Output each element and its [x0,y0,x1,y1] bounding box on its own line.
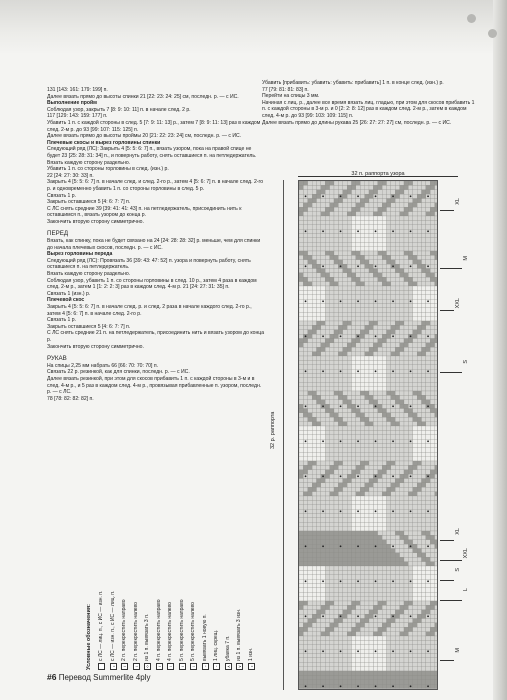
left-text-column [47,87,265,402]
page-top-shadow [0,0,507,55]
paragraph: Убавить [прибавить: убавить: убавить: прибавить] 1 п. в конце след. (изн.) р. [262,80,444,86]
size-label: XXL [455,298,461,309]
legend-item [167,530,176,670]
paragraph: Соблюдая узор, закрыть 7 [8: 9: 10: 11] п. в начале след. 2 р. [47,106,191,113]
legend-label: 2 п. перекрестить направо [121,599,127,661]
legend-title: Условные обозначения: [86,604,92,670]
paragraph: Далее вязать резинкой, при этом для скосов прибавить 1 п. с каждой стороны в 3-м и в след. 4-м р., и 5 раз в каждом след. 4-м р., провязывая прибавленные п. узором, последн. р. — с ЛС. [47,375,262,396]
legend-symbol-icon [98,663,105,670]
legend-label: 4 п. перекрестить налево [167,602,173,661]
section-heading: РУКАВ [47,355,67,363]
legend-item [225,530,234,670]
legend-item [121,530,130,670]
legend-label: из 1 п. вывязать 3 изн. [236,608,242,661]
size-line [440,560,462,561]
size-label: XL [455,198,461,205]
size-label: L [463,588,469,592]
page-number: #6 [47,672,57,682]
subheading: Вырез горловины переда [47,251,113,258]
paragraph: Убавить 1 п. с каждой стороны в след. 5 [7: 9: 11: 13] р., затем 7 [8: 9: 11: 13] раз в каждом след. 2-м р. до 93 [99: 107: 115: 125] п. [47,119,261,133]
legend-item [110,530,119,670]
right-text-column [262,80,477,126]
knitting-chart [298,180,438,690]
paragraph: Далее вязать прямо до длины рукава 25 [26: 27: 27: 27] см, последн. р. — с ИС. [262,119,452,126]
legend-item [133,530,142,670]
size-line [440,660,454,661]
size-line [440,210,454,211]
legend-symbol-icon: / [179,663,186,670]
legend-label: 1 изн. [247,647,254,661]
legend-label: 5 п. перекрестить направо [178,599,185,661]
legend-symbol-icon: / [121,663,128,670]
paragraph: Убавить 1 п. со стороны горловины в след. (изн.) р. [47,166,169,173]
paragraph: Следующий ряд (ЛС): Закрыть 4 [5: 5: 6: 7] п., вязать узором, пока на правой спице не будет 23 [25: 28: 31: 34] п., и повернуть работу, снять оставшиеся п. на петледержатель. [47,146,257,159]
legend-label: вывязать 1 новую п. [201,614,208,661]
legend-symbol-icon: \ [133,663,140,670]
legend-item [213,530,222,670]
legend-label: из 1 п. вывязать 3 п. [144,613,150,661]
legend-item [236,530,245,670]
legend-item [156,530,165,670]
legend-label: 4 п. перекрестить направо [155,599,162,661]
legend-symbol-icon: ◦ [214,664,219,669]
legend-symbol-icon: \ [167,663,174,670]
legend-symbol-icon: \ [190,663,197,670]
paragraph: Закрыть 4 [5: 5: 6: 7] п. в начале след. и след. 2-го р., затем 4 [5: 6: 7] п. в начале след. 2-го р. и одновременно убавить 1 п. со стороны горловины в след. 5 р. [47,179,264,192]
paragraph: Связать 1 (изн.) р. [47,290,91,297]
binder-hole [488,29,497,38]
chart-repeat-width-label: 32 п. раппорта узора [351,171,405,177]
paragraph: 77 [79: 81: 81: 83] п. [262,86,309,93]
size-line [440,310,454,311]
paragraph: Закончить вторую сторону симметрично. [47,218,144,225]
paragraph: Соблюдая узор, убавить 1 п. со стороны горловины в след. 10 р., затем 4 раза в каждом след. 2-м р., затем 1 [1: 2: 2: 3] раз в каждом след. 4-м р. 21 [24: 27: 31: 35] п. [47,277,257,291]
paragraph: Связать 22 р. резинкой, как для спинки, последн. р. — с ИС. [47,369,190,376]
legend-item [190,530,199,670]
legend-symbol-icon: ∧ [225,663,232,670]
size-line [440,600,462,601]
subheading: Выполнение пройм [47,100,97,107]
size-label: S [455,568,461,572]
legend-item [179,530,188,670]
paragraph: Закрыть оставшиеся 5 [4: 6: 7: 7] п. [47,199,131,206]
legend-label: убавка 7 п. [224,635,231,661]
legend-item [144,530,153,670]
legend-symbol-icon: / [156,663,163,670]
binder-spine [493,0,507,700]
legend-symbol-icon: • [248,663,255,670]
size-line [440,580,454,581]
size-label: M [455,648,461,653]
legend-label: 2 п. перекрестить налево [132,602,139,661]
size-line [440,268,462,269]
paragraph: Далее вязать прямо до высоты спинки 21 [22: 23: 24: 25] см, последн. р. — с ИС. [47,93,239,100]
paragraph: 22 [24: 27: 30: 33] п. [47,172,94,179]
paragraph: Вязать, как спинку, пока не будет связано на 24 [24: 28: 28: 32] р. меньше, чем для спинки до начала плечевых скосов, последн. р. — с ИС. [47,238,261,251]
paragraph: Закрыть 4 [5: 5: 6: 7] п. в начале след. р. и след. 2 раза в начале каждого след. 2-го р., затем 4 [5: 6: 7] п. в начале след. 2-го р. [47,304,252,317]
subheading: Плечевой скос [47,297,85,304]
legend-symbol-icon: ∨ [236,663,243,670]
paragraph: На спицы 2,25 мм набрать 66 [66: 70: 70: 70] п. [47,362,158,369]
chart-repeat-height-line [283,180,284,690]
paragraph: Следующий ряд (ЛС): Провязать 36 [39: 43: 47: 52] п. узора и повернуть работу, снять оставшиеся п. на петледержатель. [47,257,251,271]
size-label: S [463,360,469,364]
legend-symbol-icon: ▫ [202,664,208,669]
paragraph: Связать 1 р. [47,317,77,324]
knitting-chart-grid [299,181,438,690]
legend-item [248,530,257,670]
paragraph: Перейти на спицы 3 мм. [262,93,320,100]
size-label: XXL [463,548,469,559]
section-heading: ПЕРЕД [47,230,69,238]
size-label: M [463,256,469,261]
legend-label: 1 лиц. скрещ. [213,629,219,661]
paragraph: Закончить вторую сторону симметрично. [47,343,144,350]
size-label: XL [455,528,461,535]
legend-item [202,530,211,670]
legend-label: с ЛС — лиц. п., с ИС — изн. п. [98,590,104,661]
legend-symbol-icon: • [110,663,117,670]
paragraph: 78 [78: 82: 82: 82] п. [47,395,94,402]
subheading: Плечевые скосы и вырез горловины спинки [47,139,161,146]
paragraph: С ЛС снять средние 21 п. на петледержатель, присоединить нить и вязать узором до конца р. [47,330,265,343]
paragraph: 117 [129: 143: 159: 177] п. [47,113,108,120]
size-line [440,372,462,373]
paragraph: Связать 1 р. [47,192,77,199]
legend-item [98,530,107,670]
legend-symbol-icon: ◊ [145,664,150,669]
legend-label: 5 п. перекрестить налево [190,602,196,661]
binder-hole [467,14,476,23]
paragraph: 131 [143: 161: 179: 199] п. [47,87,108,93]
legend-label: с ЛС — изн. п., с ИС — лиц. п. [109,590,116,661]
page-footer [47,672,150,682]
legend [86,530,266,670]
paragraph: Вязать каждую сторону раздельно. [47,271,131,278]
chart-repeat-height-label: 32 р. раппорта [270,411,276,449]
size-line [440,540,454,541]
paragraph: Начиная с лиц. р., далее все время вязать лиц. гладью, при этом для скосов прибавить 1 п. с каждой стороны в 3-м р. и 0 [2: 2: 8: 12] раз в каждом след. 2-м р., затем в каждом след. 4-м р. до 93 [99: 103: 109: 115] п. [262,99,475,119]
footer-title: Перевод Summerlite 4ply [58,673,151,682]
paragraph: С ЛС снять средние 39 [39: 41: 41: 43] п. на петледержатель, присоединить нить к оставшимся п., вязать узором до конца р. [47,205,242,219]
paragraph: Закрыть оставшиеся 5 [4: 6: 7: 7] п. [47,323,131,330]
paragraph: Далее вязать прямо до высоты проймы 20 [21: 22: 23: 24] см, последн. р. — с ИС. [47,133,242,140]
paragraph: Вязать каждую сторону раздельно. [47,159,131,166]
